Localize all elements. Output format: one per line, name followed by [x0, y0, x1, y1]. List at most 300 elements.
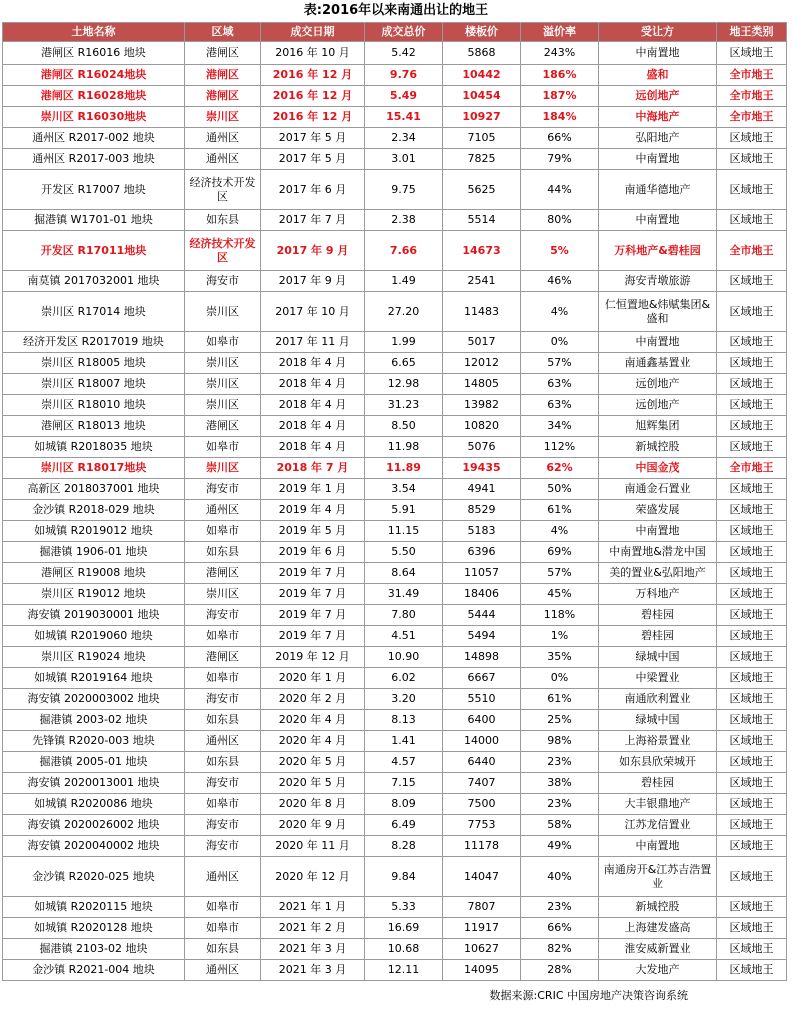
cell-premium-rate: 23% — [521, 794, 599, 815]
cell-total-price: 10.90 — [365, 647, 443, 668]
cell-buyer: 中南置地 — [599, 836, 717, 857]
cell-buyer: 万科地产 — [599, 584, 717, 605]
table-row — [3, 815, 787, 836]
cell-district: 崇川区 — [185, 395, 261, 416]
cell-date: 2020 年 11 月 — [261, 836, 365, 857]
cell-date: 2019 年 7 月 — [261, 563, 365, 584]
cell-date: 2018 年 4 月 — [261, 395, 365, 416]
cell-floor-price: 6440 — [443, 752, 521, 773]
cell-total-price: 31.23 — [365, 395, 443, 416]
cell-category: 区域地王 — [717, 668, 787, 689]
cell-land-name: 崇川区 R16030地块 — [3, 107, 185, 128]
cell-floor-price: 11483 — [443, 292, 521, 332]
cell-date: 2020 年 1 月 — [261, 668, 365, 689]
cell-category: 区域地王 — [717, 731, 787, 752]
cell-premium-rate: 46% — [521, 271, 599, 292]
cell-date: 2017 年 6 月 — [261, 170, 365, 210]
cell-date: 2020 年 5 月 — [261, 773, 365, 794]
cell-category: 区域地王 — [717, 626, 787, 647]
cell-land-name: 如城镇 R2018035 地块 — [3, 437, 185, 458]
cell-district: 如皋市 — [185, 626, 261, 647]
cell-land-name: 崇川区 R18010 地块 — [3, 395, 185, 416]
cell-land-name: 崇川区 R18005 地块 — [3, 353, 185, 374]
cell-category: 区域地王 — [717, 960, 787, 981]
cell-category: 区域地王 — [717, 416, 787, 437]
cell-buyer: 新城控股 — [599, 897, 717, 918]
cell-date: 2019 年 1 月 — [261, 479, 365, 500]
cell-buyer: 南通华德地产 — [599, 170, 717, 210]
cell-category: 区域地王 — [717, 689, 787, 710]
table-row — [3, 563, 787, 584]
cell-floor-price: 10927 — [443, 107, 521, 128]
cell-buyer: 远创地产 — [599, 395, 717, 416]
cell-district: 通州区 — [185, 128, 261, 149]
table-row — [3, 437, 787, 458]
table-row — [3, 668, 787, 689]
cell-buyer: 万科地产&碧桂园 — [599, 231, 717, 271]
table-row — [3, 231, 787, 271]
cell-buyer: 南通鑫基置业 — [599, 353, 717, 374]
cell-floor-price: 12012 — [443, 353, 521, 374]
cell-date: 2016 年 12 月 — [261, 107, 365, 128]
cell-land-name: 港闸区 R16024地块 — [3, 65, 185, 86]
cell-district: 通州区 — [185, 731, 261, 752]
cell-category: 区域地王 — [717, 897, 787, 918]
cell-district: 通州区 — [185, 857, 261, 897]
cell-premium-rate: 186% — [521, 65, 599, 86]
cell-buyer: 大丰银鼎地产 — [599, 794, 717, 815]
cell-premium-rate: 23% — [521, 752, 599, 773]
table-row — [3, 210, 787, 231]
cell-floor-price: 5625 — [443, 170, 521, 210]
col-header-date: 成交日期 — [261, 23, 365, 42]
cell-floor-price: 5868 — [443, 42, 521, 65]
cell-district: 如东县 — [185, 752, 261, 773]
cell-total-price: 5.50 — [365, 542, 443, 563]
cell-category: 全市地王 — [717, 86, 787, 107]
cell-category: 全市地王 — [717, 107, 787, 128]
cell-district: 如东县 — [185, 542, 261, 563]
cell-buyer: 美的置业&弘阳地产 — [599, 563, 717, 584]
cell-category: 区域地王 — [717, 395, 787, 416]
cell-district: 如皋市 — [185, 794, 261, 815]
cell-district: 如东县 — [185, 210, 261, 231]
cell-premium-rate: 187% — [521, 86, 599, 107]
table-row — [3, 42, 787, 65]
cell-district: 通州区 — [185, 149, 261, 170]
cell-buyer: 远创地产 — [599, 374, 717, 395]
cell-land-name: 如城镇 R2019012 地块 — [3, 521, 185, 542]
cell-land-name: 金沙镇 R2020-025 地块 — [3, 857, 185, 897]
cell-district: 港闸区 — [185, 647, 261, 668]
cell-land-name: 掘港镇 W1701-01 地块 — [3, 210, 185, 231]
cell-buyer: 南通欣利置业 — [599, 689, 717, 710]
cell-land-name: 崇川区 R18017地块 — [3, 458, 185, 479]
table-row — [3, 65, 787, 86]
cell-land-name: 港闸区 R16016 地块 — [3, 42, 185, 65]
cell-buyer: 上海建发盛高 — [599, 918, 717, 939]
cell-date: 2020 年 9 月 — [261, 815, 365, 836]
cell-date: 2019 年 7 月 — [261, 626, 365, 647]
cell-total-price: 8.28 — [365, 836, 443, 857]
cell-buyer: 中梁置业 — [599, 668, 717, 689]
cell-buyer: 仁恒置地&炜赋集团&盛和 — [599, 292, 717, 332]
table-row — [3, 773, 787, 794]
cell-category: 区域地王 — [717, 149, 787, 170]
cell-district: 如皋市 — [185, 437, 261, 458]
cell-date: 2019 年 5 月 — [261, 521, 365, 542]
table-row — [3, 500, 787, 521]
cell-land-name: 海安镇 2020026002 地块 — [3, 815, 185, 836]
cell-category: 区域地王 — [717, 437, 787, 458]
cell-total-price: 6.02 — [365, 668, 443, 689]
cell-land-name: 崇川区 R19012 地块 — [3, 584, 185, 605]
cell-date: 2017 年 9 月 — [261, 231, 365, 271]
cell-total-price: 3.01 — [365, 149, 443, 170]
cell-category: 区域地王 — [717, 857, 787, 897]
cell-land-name: 掘港镇 2103-02 地块 — [3, 939, 185, 960]
cell-land-name: 港闸区 R19008 地块 — [3, 563, 185, 584]
cell-premium-rate: 66% — [521, 128, 599, 149]
table-row — [3, 149, 787, 170]
cell-floor-price: 6400 — [443, 710, 521, 731]
cell-land-name: 崇川区 R18007 地块 — [3, 374, 185, 395]
cell-premium-rate: 63% — [521, 395, 599, 416]
cell-land-name: 海安镇 2020013001 地块 — [3, 773, 185, 794]
cell-total-price: 2.34 — [365, 128, 443, 149]
cell-buyer: 中国金茂 — [599, 458, 717, 479]
cell-premium-rate: 82% — [521, 939, 599, 960]
cell-district: 如东县 — [185, 939, 261, 960]
cell-premium-rate: 61% — [521, 689, 599, 710]
table-row — [3, 647, 787, 668]
cell-category: 区域地王 — [717, 210, 787, 231]
cell-district: 海安市 — [185, 479, 261, 500]
cell-district: 如东县 — [185, 710, 261, 731]
cell-date: 2017 年 5 月 — [261, 128, 365, 149]
cell-premium-rate: 79% — [521, 149, 599, 170]
cell-category: 区域地王 — [717, 836, 787, 857]
cell-buyer: 远创地产 — [599, 86, 717, 107]
table-row — [3, 960, 787, 981]
cell-premium-rate: 58% — [521, 815, 599, 836]
cell-category: 区域地王 — [717, 647, 787, 668]
land-table — [2, 22, 787, 981]
cell-floor-price: 5444 — [443, 605, 521, 626]
cell-district: 港闸区 — [185, 86, 261, 107]
cell-district: 崇川区 — [185, 107, 261, 128]
cell-premium-rate: 69% — [521, 542, 599, 563]
cell-category: 区域地王 — [717, 542, 787, 563]
cell-total-price: 4.51 — [365, 626, 443, 647]
cell-total-price: 8.50 — [365, 416, 443, 437]
cell-total-price: 10.68 — [365, 939, 443, 960]
table-row — [3, 710, 787, 731]
cell-premium-rate: 61% — [521, 500, 599, 521]
cell-premium-rate: 62% — [521, 458, 599, 479]
cell-floor-price: 10442 — [443, 65, 521, 86]
cell-total-price: 16.69 — [365, 918, 443, 939]
cell-buyer: 淮安威新置业 — [599, 939, 717, 960]
cell-total-price: 7.80 — [365, 605, 443, 626]
cell-premium-rate: 35% — [521, 647, 599, 668]
cell-category: 全市地王 — [717, 458, 787, 479]
cell-total-price: 9.84 — [365, 857, 443, 897]
cell-district: 海安市 — [185, 773, 261, 794]
cell-land-name: 如城镇 R2020128 地块 — [3, 918, 185, 939]
cell-floor-price: 6396 — [443, 542, 521, 563]
cell-date: 2018 年 4 月 — [261, 374, 365, 395]
table-row — [3, 170, 787, 210]
cell-land-name: 通州区 R2017-002 地块 — [3, 128, 185, 149]
cell-total-price: 5.33 — [365, 897, 443, 918]
cell-land-name: 高新区 2018037001 地块 — [3, 479, 185, 500]
cell-total-price: 3.54 — [365, 479, 443, 500]
cell-land-name: 港闸区 R18013 地块 — [3, 416, 185, 437]
col-header-category: 地王类别 — [717, 23, 787, 42]
cell-district: 海安市 — [185, 689, 261, 710]
cell-date: 2018 年 4 月 — [261, 416, 365, 437]
col-header-district: 区域 — [185, 23, 261, 42]
cell-land-name: 崇川区 R17014 地块 — [3, 292, 185, 332]
cell-floor-price: 7807 — [443, 897, 521, 918]
cell-land-name: 崇川区 R19024 地块 — [3, 647, 185, 668]
cell-total-price: 8.09 — [365, 794, 443, 815]
cell-total-price: 12.11 — [365, 960, 443, 981]
cell-category: 区域地王 — [717, 584, 787, 605]
data-source-note: 数据来源:CRIC 中国房地产决策咨询系统 — [489, 989, 688, 1002]
cell-date: 2019 年 7 月 — [261, 584, 365, 605]
cell-date: 2020 年 2 月 — [261, 689, 365, 710]
cell-buyer: 绿城中国 — [599, 647, 717, 668]
table-row — [3, 292, 787, 332]
cell-category: 区域地王 — [717, 563, 787, 584]
cell-category: 区域地王 — [717, 918, 787, 939]
cell-premium-rate: 243% — [521, 42, 599, 65]
table-row — [3, 794, 787, 815]
cell-date: 2020 年 12 月 — [261, 857, 365, 897]
cell-total-price: 1.49 — [365, 271, 443, 292]
table-row — [3, 689, 787, 710]
cell-floor-price: 7753 — [443, 815, 521, 836]
cell-total-price: 11.98 — [365, 437, 443, 458]
cell-premium-rate: 0% — [521, 332, 599, 353]
cell-buyer: 江苏龙信置业 — [599, 815, 717, 836]
cell-date: 2017 年 7 月 — [261, 210, 365, 231]
col-header-total: 成交总价 — [365, 23, 443, 42]
cell-buyer: 旭辉集团 — [599, 416, 717, 437]
cell-premium-rate: 45% — [521, 584, 599, 605]
col-header-name: 土地名称 — [3, 23, 185, 42]
cell-land-name: 如城镇 R2019164 地块 — [3, 668, 185, 689]
cell-floor-price: 7105 — [443, 128, 521, 149]
cell-floor-price: 5510 — [443, 689, 521, 710]
table-row — [3, 939, 787, 960]
table-row — [3, 458, 787, 479]
cell-date: 2019 年 12 月 — [261, 647, 365, 668]
cell-floor-price: 14898 — [443, 647, 521, 668]
table-row — [3, 395, 787, 416]
cell-total-price: 9.76 — [365, 65, 443, 86]
cell-category: 区域地王 — [717, 773, 787, 794]
cell-category: 区域地王 — [717, 605, 787, 626]
cell-district: 海安市 — [185, 605, 261, 626]
cell-premium-rate: 98% — [521, 731, 599, 752]
cell-land-name: 掘港镇 1906-01 地块 — [3, 542, 185, 563]
cell-category: 区域地王 — [717, 170, 787, 210]
cell-category: 区域地王 — [717, 479, 787, 500]
cell-land-name: 先锋镇 R2020-003 地块 — [3, 731, 185, 752]
cell-land-name: 如城镇 R2020086 地块 — [3, 794, 185, 815]
cell-premium-rate: 28% — [521, 960, 599, 981]
cell-district: 港闸区 — [185, 416, 261, 437]
cell-total-price: 3.20 — [365, 689, 443, 710]
cell-date: 2018 年 4 月 — [261, 353, 365, 374]
cell-land-name: 海安镇 2020003002 地块 — [3, 689, 185, 710]
table-title: 表:2016年以来南通出让的地王 — [303, 3, 489, 18]
cell-floor-price: 14805 — [443, 374, 521, 395]
cell-total-price: 1.99 — [365, 332, 443, 353]
cell-buyer: 中南置地 — [599, 42, 717, 65]
cell-category: 区域地王 — [717, 500, 787, 521]
cell-total-price: 8.13 — [365, 710, 443, 731]
cell-date: 2016 年 10 月 — [261, 42, 365, 65]
cell-buyer: 中南置地 — [599, 521, 717, 542]
col-header-premium: 溢价率 — [521, 23, 599, 42]
cell-buyer: 上海裕景置业 — [599, 731, 717, 752]
header-row — [3, 23, 787, 42]
cell-premium-rate: 63% — [521, 374, 599, 395]
cell-buyer: 新城控股 — [599, 437, 717, 458]
cell-land-name: 金沙镇 R2021-004 地块 — [3, 960, 185, 981]
cell-total-price: 4.57 — [365, 752, 443, 773]
cell-floor-price: 11917 — [443, 918, 521, 939]
cell-total-price: 7.15 — [365, 773, 443, 794]
cell-total-price: 31.49 — [365, 584, 443, 605]
cell-category: 区域地王 — [717, 292, 787, 332]
cell-category: 区域地王 — [717, 939, 787, 960]
cell-buyer: 绿城中国 — [599, 710, 717, 731]
table-row — [3, 271, 787, 292]
cell-premium-rate: 5% — [521, 231, 599, 271]
cell-category: 区域地王 — [717, 374, 787, 395]
cell-land-name: 海安镇 2019030001 地块 — [3, 605, 185, 626]
cell-buyer: 弘阳地产 — [599, 128, 717, 149]
cell-premium-rate: 57% — [521, 563, 599, 584]
cell-category: 区域地王 — [717, 42, 787, 65]
cell-category: 区域地王 — [717, 128, 787, 149]
cell-floor-price: 7407 — [443, 773, 521, 794]
cell-total-price: 15.41 — [365, 107, 443, 128]
cell-land-name: 掘港镇 2003-02 地块 — [3, 710, 185, 731]
cell-floor-price: 5017 — [443, 332, 521, 353]
cell-date: 2020 年 4 月 — [261, 710, 365, 731]
cell-land-name: 如城镇 R2019060 地块 — [3, 626, 185, 647]
cell-buyer: 海安青墩旅游 — [599, 271, 717, 292]
cell-premium-rate: 0% — [521, 668, 599, 689]
cell-premium-rate: 44% — [521, 170, 599, 210]
cell-date: 2021 年 1 月 — [261, 897, 365, 918]
cell-buyer: 如东县欣荣城开 — [599, 752, 717, 773]
cell-date: 2017 年 9 月 — [261, 271, 365, 292]
cell-premium-rate: 80% — [521, 210, 599, 231]
cell-floor-price: 14047 — [443, 857, 521, 897]
cell-date: 2021 年 3 月 — [261, 939, 365, 960]
cell-date: 2018 年 4 月 — [261, 437, 365, 458]
cell-floor-price: 14095 — [443, 960, 521, 981]
cell-district: 海安市 — [185, 815, 261, 836]
cell-date: 2017 年 11 月 — [261, 332, 365, 353]
cell-floor-price: 10820 — [443, 416, 521, 437]
cell-floor-price: 13982 — [443, 395, 521, 416]
cell-total-price: 8.64 — [365, 563, 443, 584]
cell-premium-rate: 66% — [521, 918, 599, 939]
cell-land-name: 开发区 R17007 地块 — [3, 170, 185, 210]
cell-category: 全市地王 — [717, 65, 787, 86]
table-row — [3, 836, 787, 857]
cell-district: 如皋市 — [185, 521, 261, 542]
cell-buyer: 中南置地&潜龙中国 — [599, 542, 717, 563]
cell-land-name: 掘港镇 2005-01 地块 — [3, 752, 185, 773]
table-row — [3, 626, 787, 647]
cell-date: 2020 年 4 月 — [261, 731, 365, 752]
cell-premium-rate: 4% — [521, 292, 599, 332]
cell-category: 区域地王 — [717, 815, 787, 836]
cell-date: 2016 年 12 月 — [261, 65, 365, 86]
cell-premium-rate: 50% — [521, 479, 599, 500]
cell-floor-price: 7825 — [443, 149, 521, 170]
cell-district: 经济技术开发区 — [185, 231, 261, 271]
cell-category: 区域地王 — [717, 521, 787, 542]
cell-land-name: 港闸区 R16028地块 — [3, 86, 185, 107]
cell-premium-rate: 4% — [521, 521, 599, 542]
cell-premium-rate: 40% — [521, 857, 599, 897]
cell-floor-price: 5514 — [443, 210, 521, 231]
cell-total-price: 7.66 — [365, 231, 443, 271]
cell-buyer: 中南置地 — [599, 149, 717, 170]
cell-premium-rate: 1% — [521, 626, 599, 647]
cell-district: 崇川区 — [185, 292, 261, 332]
cell-district: 崇川区 — [185, 584, 261, 605]
cell-total-price: 6.49 — [365, 815, 443, 836]
cell-premium-rate: 25% — [521, 710, 599, 731]
cell-premium-rate: 38% — [521, 773, 599, 794]
cell-date: 2020 年 5 月 — [261, 752, 365, 773]
cell-category: 全市地王 — [717, 231, 787, 271]
cell-category: 区域地王 — [717, 332, 787, 353]
cell-floor-price: 5076 — [443, 437, 521, 458]
cell-premium-rate: 118% — [521, 605, 599, 626]
cell-total-price: 6.65 — [365, 353, 443, 374]
cell-buyer: 碧桂园 — [599, 605, 717, 626]
cell-floor-price: 5183 — [443, 521, 521, 542]
cell-premium-rate: 49% — [521, 836, 599, 857]
cell-buyer: 中南置地 — [599, 210, 717, 231]
cell-land-name: 开发区 R17011地块 — [3, 231, 185, 271]
cell-district: 港闸区 — [185, 65, 261, 86]
cell-district: 海安市 — [185, 271, 261, 292]
cell-floor-price: 11178 — [443, 836, 521, 857]
cell-district: 如皋市 — [185, 897, 261, 918]
cell-district: 如皋市 — [185, 332, 261, 353]
cell-date: 2017 年 10 月 — [261, 292, 365, 332]
cell-district: 如皋市 — [185, 918, 261, 939]
cell-total-price: 11.89 — [365, 458, 443, 479]
cell-category: 区域地王 — [717, 794, 787, 815]
cell-total-price: 9.75 — [365, 170, 443, 210]
cell-floor-price: 6667 — [443, 668, 521, 689]
cell-floor-price: 19435 — [443, 458, 521, 479]
